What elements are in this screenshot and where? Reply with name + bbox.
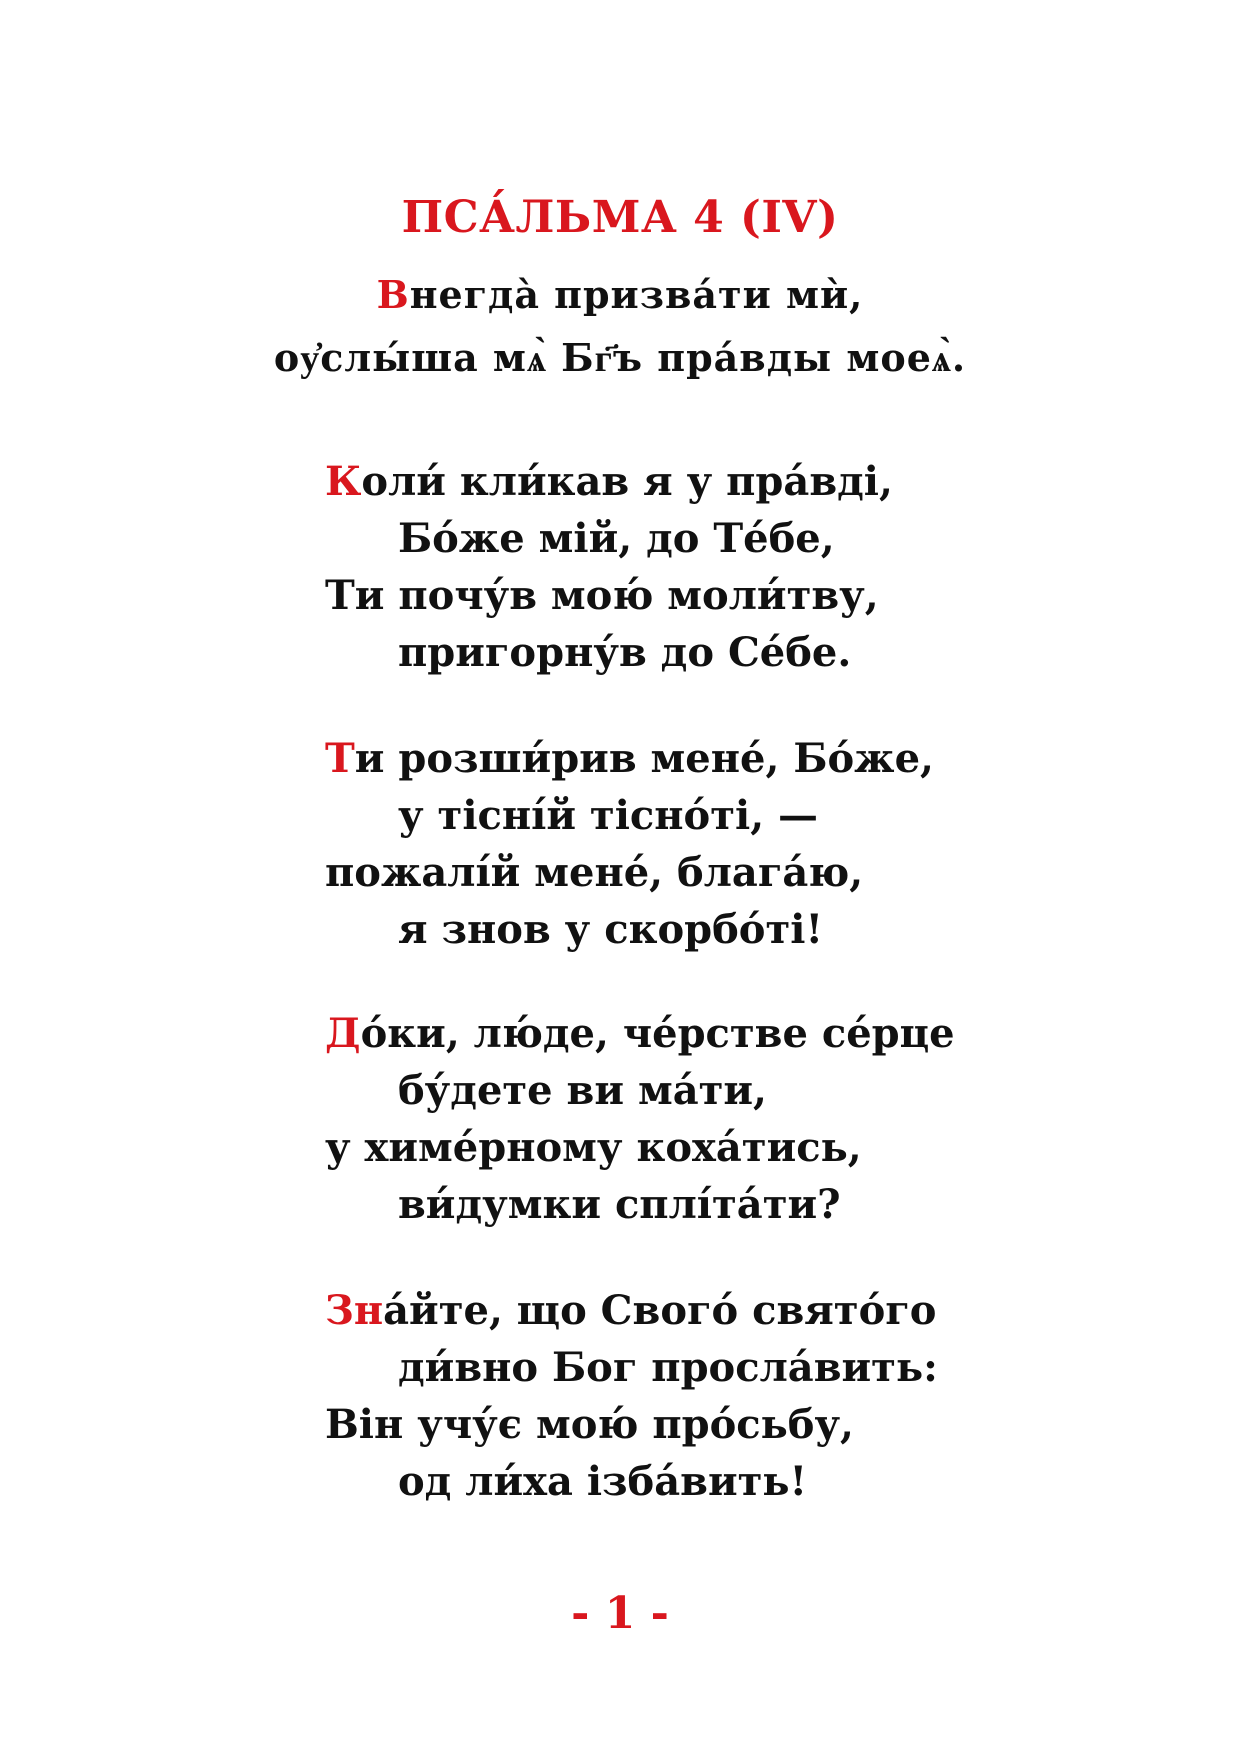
verse-line: Він учу́є мою́ про́сьбу, <box>325 1401 854 1448</box>
verse-line: Ти почу́в мою́ моли́тву, <box>325 572 879 619</box>
epigraph-line-2: оу҆слы́ша мѧ̀ Бг҃ъ пра́вды моеѧ̀. <box>273 335 967 380</box>
verse-line <box>325 730 1125 787</box>
verse-line: бу́дете ви ма́ти, <box>398 1067 767 1114</box>
verse-line-text: оли́ кли́кав я у пра́вді, <box>361 458 893 505</box>
stanza-initial: Д <box>325 1010 361 1057</box>
verse-line: пожалі́й мене́, блага́ю, <box>325 849 864 896</box>
verse-line: од ли́ха ізба́вить! <box>398 1458 808 1505</box>
page-number: - 1 - <box>571 1588 669 1639</box>
verse-line <box>325 1005 1125 1062</box>
verse-line <box>325 1282 1125 1339</box>
verse-line: ви́думки сплíта́ти? <box>398 1181 841 1228</box>
verse-line: у химе́рному коха́тись, <box>325 1124 862 1171</box>
stanza-initial: К <box>325 458 362 505</box>
stanza-1 <box>325 453 1125 681</box>
stanza-initial: Зн <box>325 1287 384 1334</box>
epigraph-line-1 <box>0 272 1240 317</box>
verse-line: ди́вно Бог просла́вить: <box>398 1344 938 1391</box>
stanza-2 <box>325 730 1125 958</box>
stanza-4 <box>325 1282 1125 1510</box>
verse-line: Бо́же мій, до Те́бе, <box>398 515 835 562</box>
verse-line: у тісні́й тісно́ті, — <box>398 792 819 839</box>
epigraph-line-1-text: негда̀ призва́ти мѝ, <box>409 272 864 317</box>
stanza-initial: Т <box>325 735 355 782</box>
verse-line-text: а́йте, що Свого́ свято́го <box>383 1287 937 1334</box>
verse-line: пригорну́в до Се́бе. <box>398 629 852 676</box>
psalm-title: ПСА́ЛЬМА 4 (IV) <box>401 192 839 243</box>
verse-line-text: о́ки, лю́де, че́рстве се́рце <box>360 1010 955 1057</box>
epigraph-initial: В <box>376 272 410 317</box>
verse-line: я знов у скорбо́ті! <box>398 906 823 953</box>
stanza-3 <box>325 1005 1125 1233</box>
verse-line-text: и розши́рив мене́, Бо́же, <box>354 735 934 782</box>
verse-line <box>325 453 1125 510</box>
